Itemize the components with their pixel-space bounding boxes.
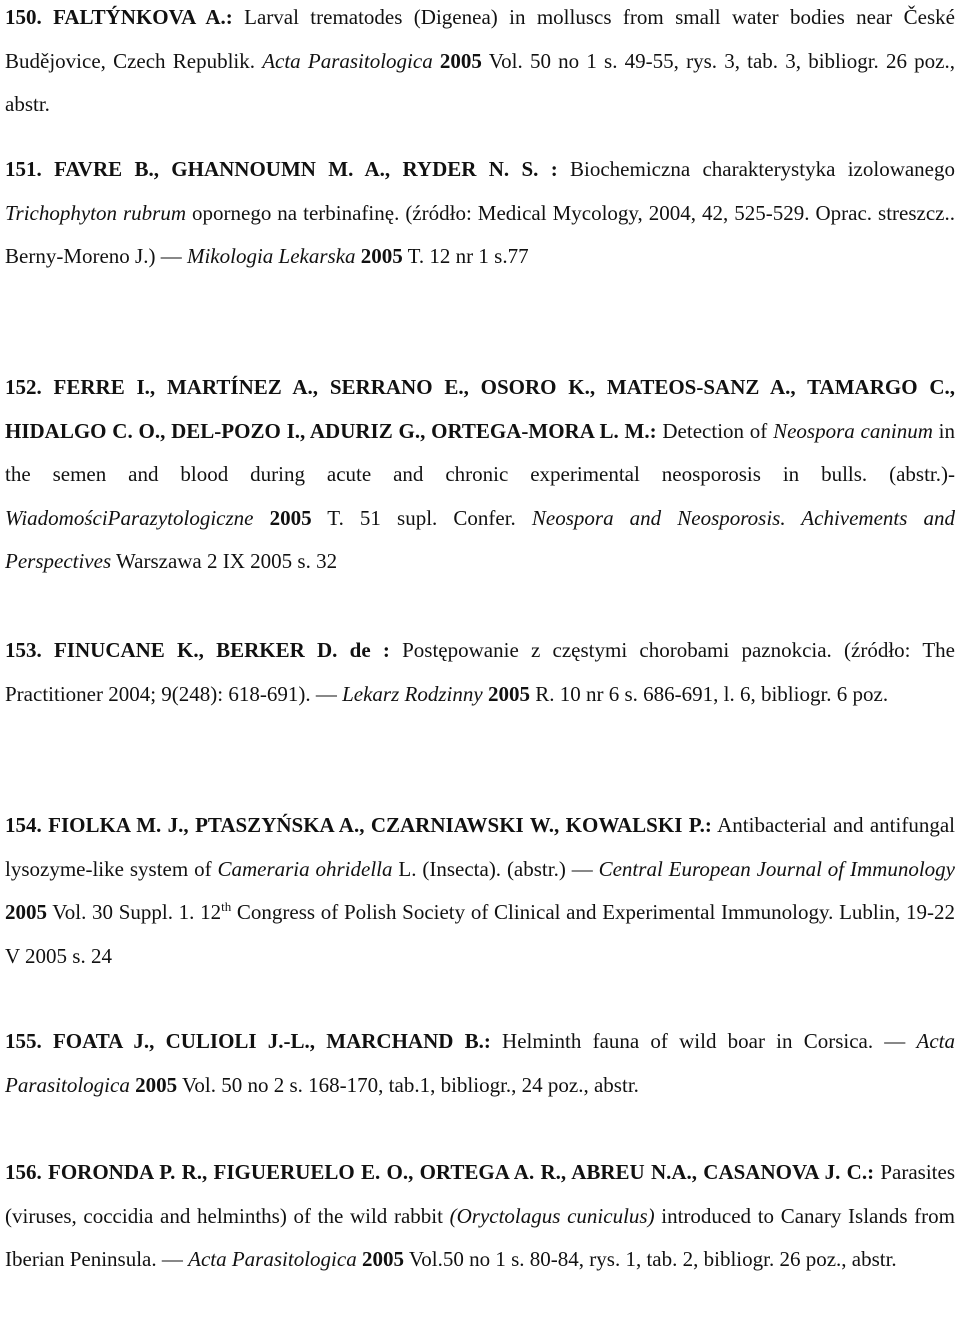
- entry-details-cont: Congress of Polish Society of Clinical and Experimental Immunology. Lublin, 19-22 V 2005 s. 24: [5, 900, 955, 968]
- entry-source: opornego na terbinafinę. (źródło: Medical Mycology, 2004, 42, 525-529. Oprac. streszcz.. Berny-Moreno J.) —: [5, 200, 955, 268]
- entry-authors: FERRE I., MARTÍNEZ A., SERRANO E., OSORO K., MATEOS-SANZ A., TAMARGO C., HIDALGO C. O., DEL-POZO I., ADURIZ G., ORTEGA-MORA L. M.:: [5, 375, 955, 443]
- entry-title: Postępowanie z częstymi chorobami paznokcia. (źródło: The Practitioner 2004; 9(248): 618-691). —: [5, 638, 956, 706]
- journal-name: WiadomościParazytologiczne: [5, 505, 254, 530]
- entry-details: Vol. 50 no 2 s. 168-170, tab.1, bibliogr., 24 poz., abstr.: [177, 1072, 639, 1097]
- entry-authors: FIOLKA M. J., PTASZYŃSKA A., CZARNIAWSKI W., KOWALSKI P.:: [48, 813, 712, 837]
- entry-details: T. 12 nr 1 s.77: [402, 244, 529, 268]
- entry-authors: FORONDA P. R., FIGUERUELO E. O., ORTEGA A. R., ABREU N.A., CASANOVA J. C.:: [48, 1160, 875, 1184]
- entry-number: 153.: [5, 638, 42, 662]
- conference-name: Neospora and Neosporosis. Achivements and Perspectives: [5, 505, 956, 573]
- entry-details: Vol. 50 no 1 s. 49-55, rys. 3, tab. 3, bibliogr. 26 poz., abstr.: [5, 48, 955, 116]
- species-name: Trichophyton rubrum: [5, 200, 187, 225]
- species-name: Cameraria ohridella: [217, 856, 393, 881]
- bibliography-entry-151: [5, 148, 955, 279]
- entry-authors: FINUCANE K., BERKER D. de :: [53, 638, 390, 662]
- entry-title-cont: L. (Insecta). (abstr.) —: [392, 856, 599, 881]
- entry-title: Biochemiczna charakterystyka izolowanego: [557, 157, 956, 181]
- entry-details: Vol.50 no 1 s. 80-84, rys. 1, tab. 2, bibliogr. 26 poz., abstr.: [403, 1247, 897, 1271]
- species-name: (Oryctolagus cuniculus): [449, 1203, 655, 1228]
- entry-number: 152.: [5, 375, 42, 399]
- entry-title: Detection of: [656, 418, 774, 443]
- journal-year: 2005: [487, 681, 530, 706]
- entry-number: 151.: [5, 157, 42, 181]
- journal-year: 2005: [360, 244, 403, 268]
- entry-authors: FALTÝNKOVA A.:: [53, 5, 233, 29]
- bibliography-entry-152: [5, 366, 955, 584]
- bibliography-entry-154: [5, 804, 955, 978]
- journal-name: Lekarz Rodzinny: [342, 681, 483, 706]
- journal-year: 2005: [5, 900, 47, 924]
- journal-name: Central European Journal of Immunology: [598, 856, 955, 881]
- journal-year: 2005: [135, 1072, 178, 1097]
- entry-authors: FOATA J., CULIOLI J.-L., MARCHAND B.:: [52, 1029, 491, 1053]
- journal-name: Acta Parasitologica: [5, 1029, 955, 1097]
- bibliography-entry-153: [5, 629, 955, 716]
- entry-title: Antibacterial and antifungal lysozyme-like system of: [5, 813, 955, 881]
- entry-details-cont: Warszawa 2 IX 2005 s. 32: [111, 549, 338, 573]
- entry-title-cont: in the semen and blood during acute and chronic experimental neosporosis in bulls. (abstr.)-: [5, 418, 955, 486]
- entry-title: Larval trematodes (Digenea) in molluscs from small water bodies near České Budějovice, Czech Republik.: [5, 5, 955, 73]
- entry-title: Helminth fauna of wild boar in Corsica. —: [490, 1029, 917, 1053]
- entry-title-cont: introduced to Canary Islands from Iberian Peninsula. —: [5, 1203, 956, 1271]
- bibliography-entry-156: [5, 1151, 955, 1282]
- journal-name: Acta Parasitologica: [188, 1247, 357, 1271]
- entry-number: 150.: [5, 5, 42, 29]
- bibliography-entry-155: [5, 1020, 955, 1107]
- entry-title: Parasites (viruses, coccidia and helminths) of the wild rabbit: [5, 1160, 955, 1228]
- entry-details: R. 10 nr 6 s. 686-691, l. 6, bibliogr. 6 poz.: [529, 681, 889, 706]
- entry-details: Vol. 30 Suppl. 1. 12: [47, 900, 222, 924]
- entry-number: 156.: [5, 1160, 42, 1184]
- bibliography-entry-150: [5, 0, 955, 127]
- journal-year: 2005: [439, 48, 482, 73]
- journal-name: Mikologia Lekarska: [186, 244, 356, 268]
- entry-number: 155.: [5, 1029, 42, 1053]
- entry-number: 154.: [5, 813, 42, 837]
- ordinal-suffix: th: [221, 899, 232, 914]
- species-name: Neospora caninum: [773, 418, 933, 443]
- journal-year: 2005: [269, 505, 312, 530]
- journal-year: 2005: [361, 1247, 404, 1271]
- entry-details: T. 51 supl. Confer.: [311, 505, 532, 530]
- entry-authors: FAVRE B., GHANNOUMN M. A., RYDER N. S. :: [54, 157, 558, 181]
- journal-name: Acta Parasitologica: [262, 48, 433, 73]
